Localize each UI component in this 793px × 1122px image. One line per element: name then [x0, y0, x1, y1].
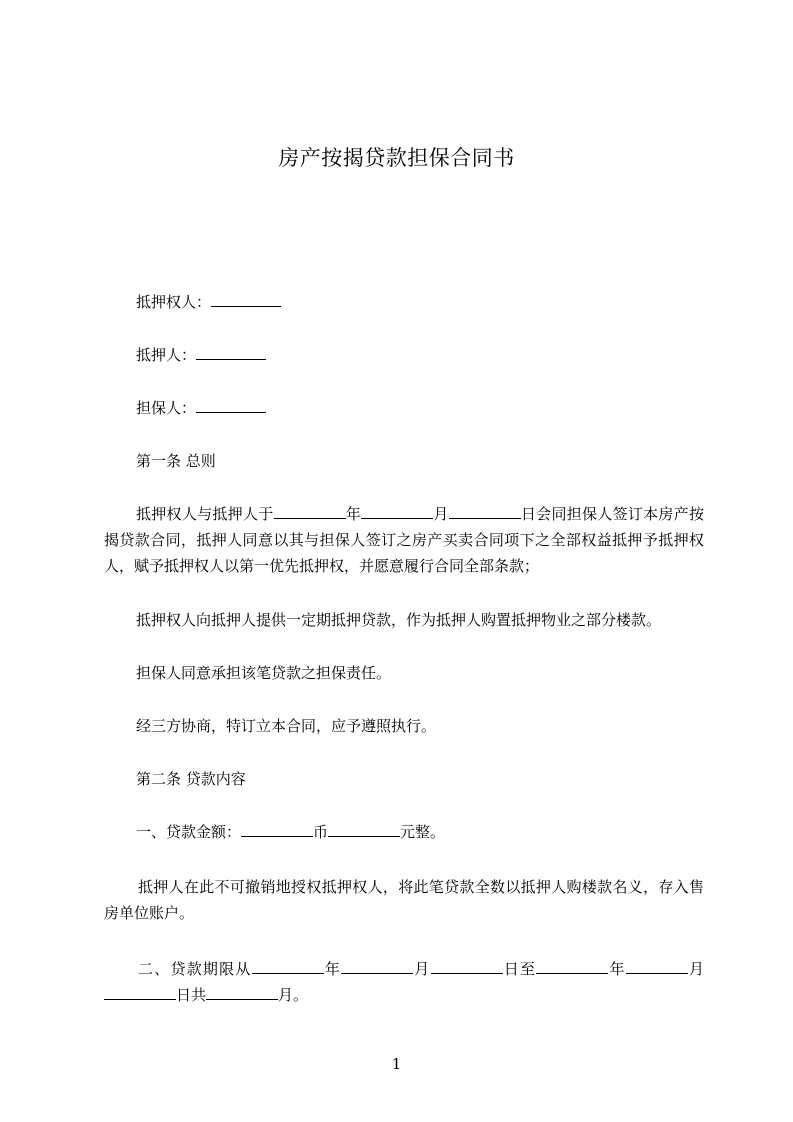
- term-months-blank[interactable]: [206, 985, 278, 1000]
- term-start-month-blank[interactable]: [341, 959, 413, 974]
- term-start-year-blank[interactable]: [252, 959, 324, 974]
- document-title: 房产按揭贷款担保合同书: [278, 146, 515, 170]
- term-day-to: 日至: [502, 960, 537, 978]
- paragraph-agreement: 经三方协商，特订立本合同，应予遵照执行。: [136, 717, 437, 735]
- paragraph-guarantee: 担保人同意承担该笔贷款之担保责任。: [136, 664, 392, 682]
- term-start-day-blank[interactable]: [431, 959, 503, 974]
- mortgagor-line: [136, 345, 266, 365]
- loan-amount-line: [136, 822, 445, 842]
- currency-blank[interactable]: [241, 822, 313, 837]
- term-end-day-blank[interactable]: [104, 985, 176, 1000]
- article1-heading: 第一条 总则: [136, 452, 216, 470]
- guarantor-line: [136, 398, 266, 418]
- term-year2: 年: [608, 960, 626, 978]
- term-label: 二、贷款期限从: [138, 960, 252, 978]
- paragraph-authorization: 抵押人在此不可撤销地授权抵押权人，将此笔贷款全数以抵押人购楼款名义，存入售房单位账户。: [104, 878, 704, 922]
- loan-yuan: 元整。: [400, 823, 446, 841]
- term-end-month-blank[interactable]: [626, 959, 688, 974]
- p1-month-blank[interactable]: [361, 504, 433, 519]
- page-number: 1: [391, 1055, 402, 1073]
- term-months: 月。: [278, 986, 309, 1004]
- mortgagor-blank[interactable]: [196, 345, 266, 360]
- paragraph-general: [104, 501, 704, 579]
- p1-day-blank[interactable]: [449, 504, 521, 519]
- term-month: 月: [413, 960, 431, 978]
- guarantor-blank[interactable]: [196, 398, 266, 413]
- mortgagee-line: [136, 292, 281, 312]
- mortgagee-label: 抵押权人：: [136, 293, 212, 311]
- term-month2: 月: [687, 960, 704, 978]
- term-day-total: 日共: [176, 986, 207, 1004]
- loan-amount-label: 一、贷款金额：: [136, 823, 242, 841]
- term-end-year-blank[interactable]: [536, 959, 608, 974]
- article2-heading: 第二条 贷款内容: [136, 770, 246, 788]
- p1-year-blank[interactable]: [274, 504, 346, 519]
- paragraph-loan-purpose: 抵押权人向抵押人提供一定期抵押贷款，作为抵押人购置抵押物业之部分楼款。: [136, 611, 662, 629]
- loan-currency: 币: [313, 823, 329, 841]
- mortgagor-label: 抵押人：: [136, 346, 197, 364]
- mortgagee-blank[interactable]: [211, 292, 281, 307]
- p1-intro: 抵押权人与抵押人于: [136, 505, 274, 523]
- p1-year: 年: [345, 505, 362, 523]
- guarantor-label: 担保人：: [136, 399, 197, 417]
- loan-term-line: [104, 956, 704, 1008]
- amount-blank[interactable]: [328, 822, 400, 837]
- p1-rest: 日会同担保人签订本房产按揭贷款合同，抵押人同意以其与担保人签订之房产买卖合同项下之全部权益抵押予抵押权人，赋予抵押权人以第一优先抵押权，并愿意履行合同全部条款；: [104, 505, 704, 575]
- p1-month: 月: [433, 505, 449, 523]
- term-year: 年: [323, 960, 342, 978]
